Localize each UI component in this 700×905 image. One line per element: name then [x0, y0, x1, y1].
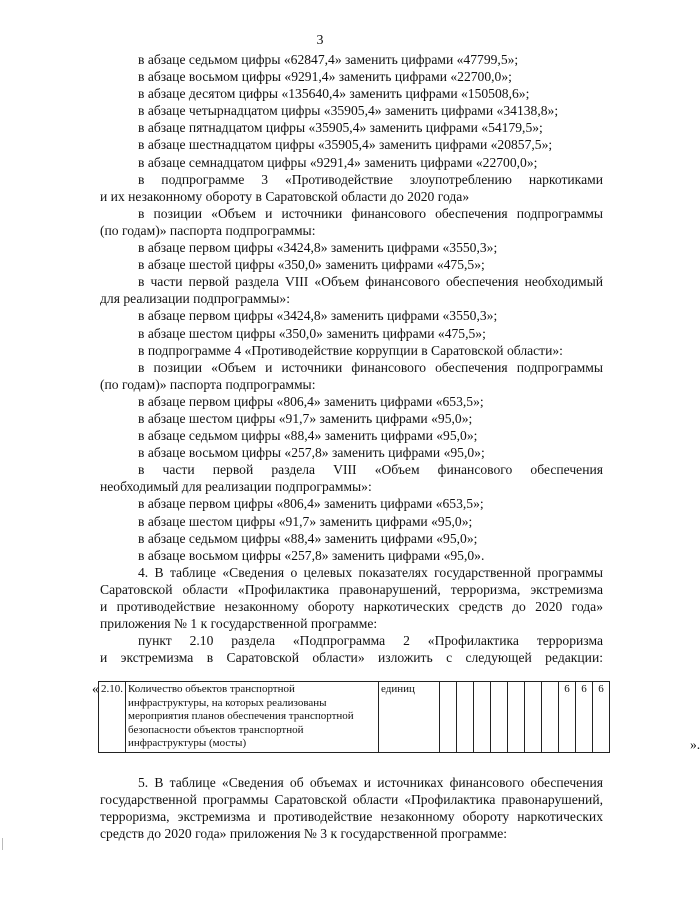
text-line: в абзаце первом цифры «3424,8» заменить цифрами «3550,3»;: [138, 308, 498, 324]
table-cell-empty: [491, 682, 508, 753]
text-line: в части первой раздела VIII «Объем финансового обеспечения необходимый: [138, 274, 603, 290]
text-line: и их незаконному обороту в Саратовской области до 2020 года»: [100, 188, 470, 204]
text-line: государственной программы Саратовской области «Профилактика правонарушений,: [100, 792, 603, 808]
page-number: 3: [316, 33, 324, 48]
document-body-continued: [100, 774, 603, 842]
table-cell-value: 6: [559, 682, 576, 753]
text-line: средств до 2020 года» приложения № 3 к государственной программе:: [100, 826, 508, 842]
text-line: для реализации подпрограммы»:: [100, 291, 290, 307]
text-line: и экстремизма в Саратовской области» изложить с следующей редакции:: [100, 650, 603, 666]
text-line: в позиции «Объем и источники финансового обеспечения подпрограммы: [138, 205, 603, 221]
text-line: в абзаце пятнадцатом цифры «35905,4» заменить цифрами «54179,5»;: [138, 120, 543, 136]
table-open-quote: «: [92, 681, 99, 696]
table-cell-indicator-name: Количество объектов транспортной инфраструктуры, на которых реализованы мероприятия планов обеспечения транспортной безопасности объектов транспортной инфраструктуры (мосты): [126, 682, 379, 753]
table-cell-number: 2.10.: [99, 682, 126, 753]
text-line: в абзаце седьмом цифры «88,4» заменить цифрами «95,0»;: [138, 530, 478, 546]
table-close-quote: ».: [690, 737, 700, 752]
text-line: Саратовской области «Профилактика правонарушений, терроризма, экстремизма: [100, 581, 603, 597]
indicator-table: [98, 681, 610, 753]
text-line: пункт 2.10 раздела «Подпрограмма 2 «Профилактика терроризма: [138, 633, 603, 649]
text-line: в абзаце седьмом цифры «88,4» заменить цифрами «95,0»;: [138, 428, 478, 444]
text-line: в абзаце первом цифры «806,4» заменить цифрами «653,5»;: [138, 393, 484, 409]
table-cell-value: 6: [593, 682, 610, 753]
text-line: в абзаце семнадцатом цифры «9291,4» заменить цифрами «22700,0»;: [138, 154, 538, 170]
indicator-table-block: [92, 681, 700, 757]
text-line: (по годам)» паспорта подпрограммы:: [100, 222, 316, 238]
text-line: в абзаце шестом цифры «91,7» заменить цифрами «95,0»;: [138, 410, 473, 426]
text-line: в абзаце седьмом цифры «62847,4» заменить цифрами «47799,5»;: [138, 52, 519, 67]
text-line: в абзаце шестой цифры «350,0» заменить цифрами «475,5»;: [138, 257, 485, 273]
text-line: в абзаце первом цифры «806,4» заменить цифрами «653,5»;: [138, 496, 484, 512]
text-line: в абзаце шестом цифры «91,7» заменить цифрами «95,0»;: [138, 513, 473, 529]
text-line: приложения № 1 к государственной программе:: [100, 616, 378, 632]
table-cell-value: 6: [576, 682, 593, 753]
table-cell-unit: единиц: [379, 682, 440, 753]
table-row: [99, 682, 610, 753]
table-cell-empty: [542, 682, 559, 753]
text-line: в подпрограмме 3 «Противодействие злоупотреблению наркотиками: [138, 171, 603, 187]
text-line: в части первой раздела VIII «Объем финансового обеспечения: [138, 462, 603, 478]
text-line: в абзаце десятом цифры «135640,4» заменить цифрами «150508,6»;: [138, 86, 530, 102]
text-line: терроризма, экстремизма и противодействие незаконному обороту наркотических: [100, 809, 603, 825]
text-line: в абзаце восьмом цифры «9291,4» заменить цифрами «22700,0»;: [138, 69, 512, 85]
text-line: в подпрограмме 4 «Противодействие коррупции в Саратовской области»:: [138, 342, 563, 358]
table-cell-empty: [457, 682, 474, 753]
text-line: в позиции «Объем и источники финансового обеспечения подпрограммы: [138, 359, 603, 375]
table-cell-empty: [508, 682, 525, 753]
text-line: необходимый для реализации подпрограммы»:: [100, 479, 372, 495]
text-line: в абзаце шестом цифры «350,0» заменить цифрами «475,5»;: [138, 325, 486, 341]
table-cell-empty: [440, 682, 457, 753]
text-line: в абзаце восьмом цифры «257,8» заменить цифрами «95,0».: [138, 547, 485, 563]
text-line: (по годам)» паспорта подпрограммы:: [100, 376, 316, 392]
text-line: и противодействие незаконному обороту наркотических средств до 2020 года»: [100, 599, 603, 614]
text-line: 4. В таблице «Сведения о целевых показателях государственной программы: [138, 564, 603, 580]
text-line: 5. В таблице «Сведения об объемах и источниках финансового обеспечения: [138, 775, 603, 790]
document-body: [100, 51, 603, 666]
table-cell-empty: [474, 682, 491, 753]
margin-mark: [2, 838, 3, 850]
text-line: в абзаце четырнадцатом цифры «35905,4» заменить цифрами «34138,8»;: [138, 103, 559, 119]
text-line: в абзаце первом цифры «3424,8» заменить цифрами «3550,3»;: [138, 240, 498, 256]
table-cell-empty: [525, 682, 542, 753]
text-line: в абзаце шестнадцатом цифры «35905,4» заменить цифрами «20857,5»;: [138, 137, 553, 153]
text-line: в абзаце восьмом цифры «257,8» заменить цифрами «95,0»;: [138, 445, 485, 461]
